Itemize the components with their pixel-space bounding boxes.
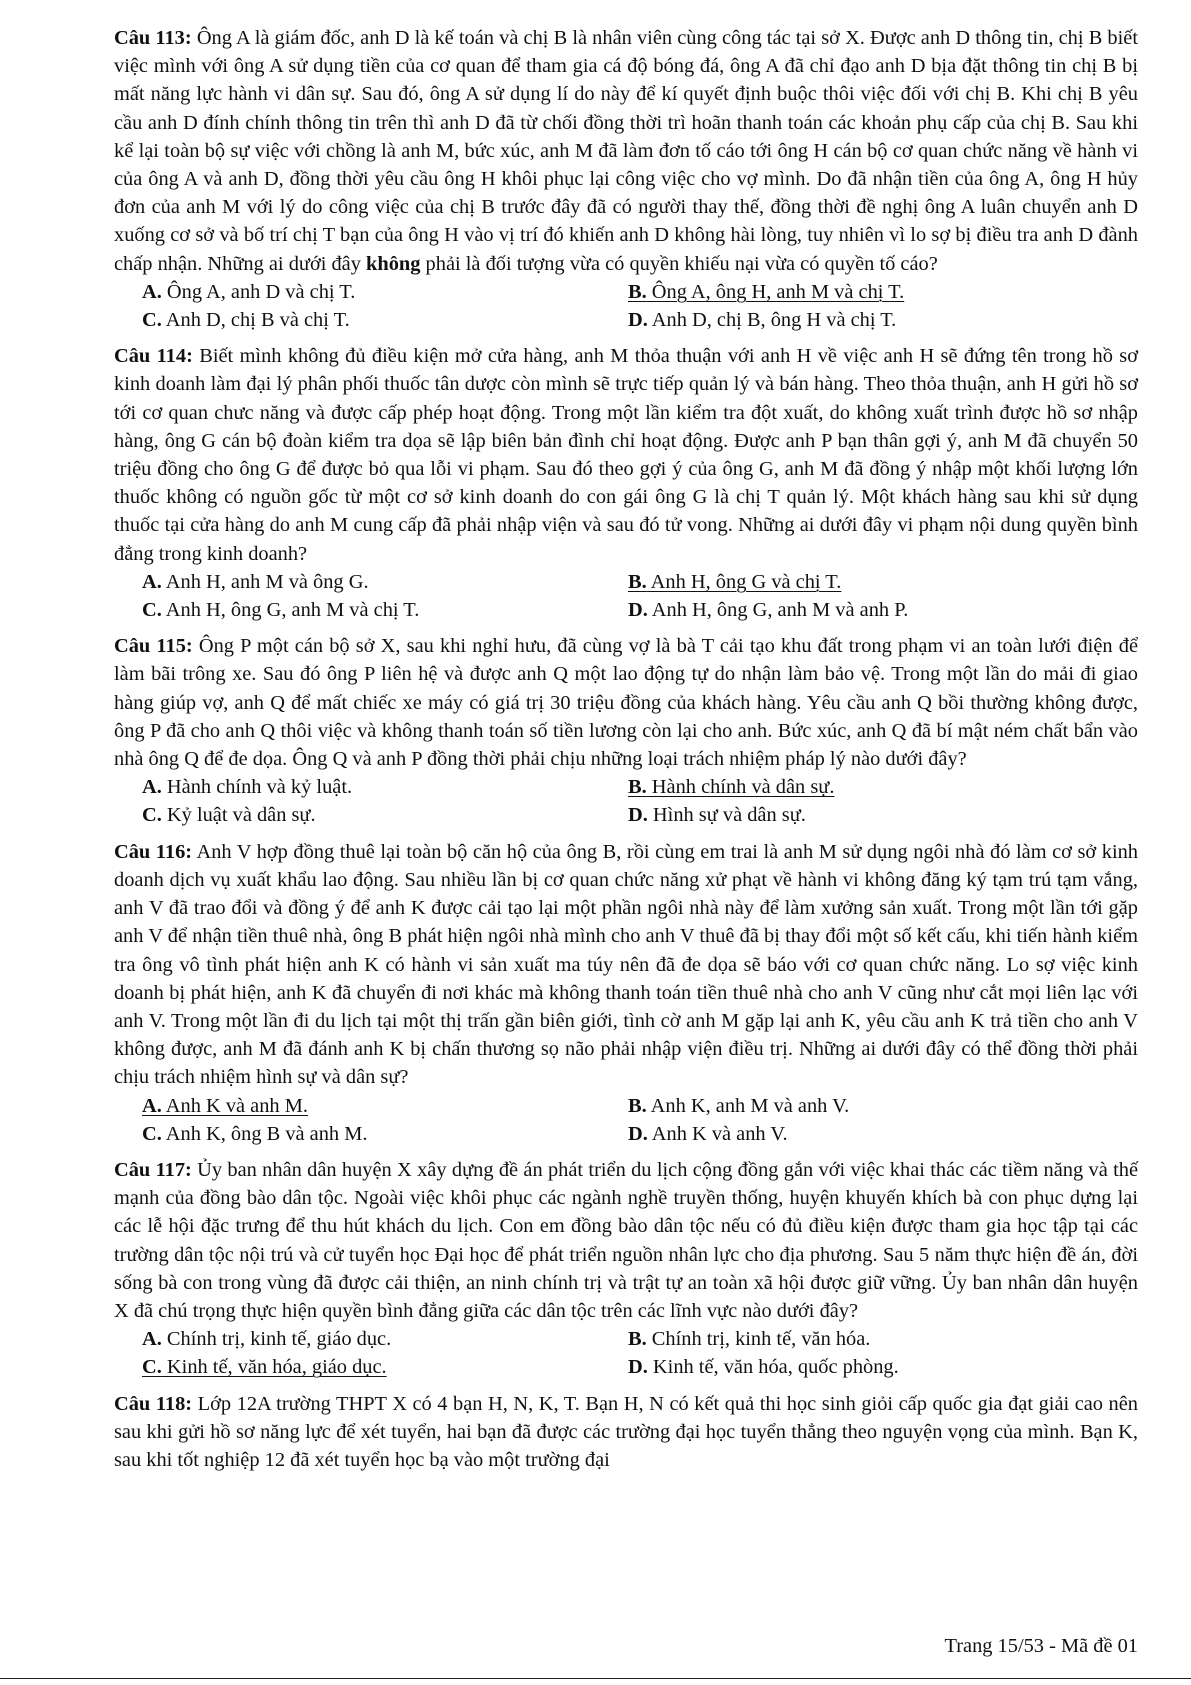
- answer-option: [114, 1092, 600, 1120]
- option-letter: D.: [628, 1356, 648, 1379]
- option-letter: C.: [142, 1122, 162, 1145]
- answer-option: [114, 1353, 600, 1381]
- footer-rule: [0, 1678, 1191, 1679]
- question-text: [114, 1156, 1138, 1325]
- question-number: Câu 115:: [114, 635, 193, 658]
- question-number: Câu 116:: [114, 840, 193, 863]
- option-text: Anh K và anh V.: [647, 1122, 788, 1145]
- option-text: Kỷ luật và dân sự.: [161, 804, 316, 827]
- option-text: Anh K, anh M và anh V.: [646, 1094, 850, 1117]
- option-letter: B.: [628, 280, 647, 303]
- option-text: Anh D, chị B, ông H và chị T.: [647, 309, 897, 332]
- question-emphasis: không: [366, 252, 421, 275]
- answer-option: [114, 773, 600, 801]
- option-letter: C.: [142, 1356, 162, 1379]
- answer-option: [114, 596, 600, 624]
- question-body: Anh V hợp đồng thuê lại toàn bộ căn hộ của ông B, rồi cùng em trai là anh M sử dụng ngôi nhà đó làm cơ sở kinh doanh dịch vụ xuất khẩu lao động. Sau nhiều lần bị cơ quan chức năng xử phạt về hành vi không đăng ký tạm trú tạm vắng, anh V đã trao đổi và đồng ý để anh K được cải tạo lại một phần ngôi nhà này để làm xưởng sản xuất. Trong một lần tới gặp anh V để nhận tiền thuê nhà, ông B phát hiện ngôi nhà mình cho anh V thuê đã bị thay đổi một số kết cấu, khi tiến hành kiểm tra ông vô tình phát hiện anh K có hành vi sản xuất ma túy nên đã đe dọa sẽ báo với cơ quan chức năng. Lo sợ việc kinh doanh bị phát hiện, anh K đã chuyển đi nơi khác mà không thanh toán tiền thuê nhà cho anh V cũng như cắt mọi liên lạc với anh V. Trong một lần đi du lịch tại một thị trấn gần biên giới, tình cờ anh M gặp lại anh K, yêu cầu anh K trả tiền cho anh V không được, anh M đã đánh anh K bị chấn thương sọ não phải nhập viện điều trị. Những ai dưới đây có thể đồng thời phải chịu trách nhiệm hình sự và dân sự?: [114, 840, 1138, 1089]
- option-letter: B.: [628, 1094, 647, 1117]
- question-text: [114, 632, 1138, 773]
- question-body-end: phải là đối tượng vừa có quyền khiếu nại vừa có quyền tố cáo?: [420, 252, 938, 275]
- question-list: [114, 24, 1138, 1482]
- option-letter: D.: [628, 1122, 648, 1145]
- question-text: [114, 1390, 1138, 1475]
- question-block: [114, 1390, 1138, 1475]
- answer-option: [600, 1120, 1138, 1148]
- option-text: Ông A, anh D và chị T.: [161, 280, 356, 303]
- option-text: Ông A, ông H, anh M và chị T.: [646, 280, 905, 303]
- answer-option: [114, 1120, 600, 1148]
- option-letter: A.: [142, 776, 162, 799]
- question-text: [114, 342, 1138, 568]
- answer-options: [114, 1325, 1138, 1381]
- question-number: Câu 113:: [114, 27, 192, 49]
- option-text: Hành chính và kỷ luật.: [161, 776, 353, 799]
- question-body: Biết mình không đủ điều kiện mở cửa hàng, anh M thỏa thuận với anh H về việc anh H sẽ đứng tên trong hồ sơ kinh doanh làm đại lý phân phối thuốc tân dược còn mình sẽ trực tiếp quản lý và bán hàng. Theo thỏa thuận, anh H gửi hồ sơ tới cơ quan chưc năng và được cấp phép hoạt động. Trong một lần kiểm tra đột xuất, do không xuất trình được hồ sơ nhập hàng, ông G cán bộ đoàn kiểm tra dọa sẽ lập biên bản đình chỉ hoạt động. Được anh P bạn thân gợi ý, anh M đã chuyển 50 triệu đồng cho ông G để được bỏ qua lỗi vi phạm. Sau đó theo gợi ý của ông G, anh M đã đồng ý nhập một khối lượng lớn thuốc không có nguồn gốc từ một cơ sở kinh doanh do con gái ông G là chị T quản lý. Một khách hàng sau khi sử dụng thuốc tại cửa hàng do anh M cung cấp đã phải nhập viện và sau đó tử vong. Những ai dưới đây vi phạm nội dung quyền bình đẳng trong kinh doanh?: [114, 345, 1138, 565]
- question-number: Câu 118:: [114, 1392, 193, 1415]
- question-number: Câu 114:: [114, 345, 193, 368]
- option-letter: A.: [142, 570, 162, 593]
- option-letter: D.: [628, 599, 648, 622]
- option-text: Anh H, ông G, anh M và anh P.: [647, 599, 909, 622]
- option-letter: B.: [628, 1328, 647, 1351]
- option-text: Kinh tế, văn hóa, quốc phòng.: [647, 1356, 899, 1379]
- option-text: Anh H, ông G và chị T.: [646, 570, 842, 593]
- question-body: Ông A là giám đốc, anh D là kế toán và chị B là nhân viên cùng công tác tại sở X. Được anh D thông tin, chị B biết việc mình với ông A sử dụng tiền của cơ quan để tham gia cá độ bóng đá, ông A đã chỉ đạo anh D bịa đặt thông tin chị B bị mất năng lực hành vi dân sự. Sau đó, ông A sử dụng lí do này để kí quyết định buộc thôi việc đối với chị B. Khi chị B yêu cầu anh D đính chính thông tin trên thì anh D đã từ chối đồng thời trì hoãn thanh toán các khoản phụ cấp của chị B. Sau khi kể lại toàn bộ sự việc với chồng là anh M, bức xúc, anh M đã làm đơn tố cáo tới ông H cán bộ cơ quan chức năng về hành vi của ông A và anh D, đồng thời yêu cầu ông H khôi phục lại công việc cho vợ mình. Do đã nhận tiền của ông A, ông H hủy đơn của anh M với lý do công việc của chị B trước đây đã có người thay thế, đồng thời đề nghị ông A luân chuyển anh D xuống cơ sở và bố trí chị T bạn của ông H vào vị trí đó khiến anh D không hài lòng, tuy nhiên vì lo sợ bị điều tra anh D đành chấp nhận. Những ai dưới đây: [114, 27, 1139, 275]
- answer-option: [114, 568, 600, 596]
- option-text: Anh K và anh M.: [161, 1094, 308, 1117]
- option-text: Anh D, chị B và chị T.: [161, 309, 350, 332]
- answer-option: [114, 801, 600, 829]
- question-body: Ủy ban nhân dân huyện X xây dựng đề án phát triển du lịch cộng đồng gắn với việc khai thác các tiềm năng và thế mạnh của đồng bào dân tộc. Ngoài việc khôi phục các ngành nghề truyền thống, huyện khuyến khích bà con phục dựng lại các lễ hội đặc trưng để thu hút khách du lịch. Con em đồng bào dân tộc nếu có đủ điều kiện được tham gia học tập tại các trường dân tộc nội trú và cử tuyển học Đại học để phát triển nguồn nhân lực cho địa phương. Sau 5 năm thực hiện đề án, đời sống bà con trong vùng đã được cải thiện, an ninh chính trị và trật tự an toàn xã hội được giữ vững. Ủy ban nhân dân huyện X đã chú trọng thực hiện quyền bình đẳng giữa các dân tộc trên các lĩnh vực nào dưới đây?: [114, 1158, 1139, 1322]
- option-letter: A.: [142, 1094, 162, 1117]
- question-block: [114, 1156, 1138, 1382]
- option-letter: B.: [628, 776, 647, 799]
- answer-option: [600, 801, 1138, 829]
- option-letter: B.: [628, 570, 647, 593]
- question-text: [114, 24, 1138, 278]
- answer-options: [114, 1092, 1138, 1148]
- option-text: Anh H, anh M và ông G.: [161, 570, 369, 593]
- answer-option: [600, 278, 1138, 306]
- option-letter: D.: [628, 309, 648, 332]
- option-text: Anh H, ông G, anh M và chị T.: [161, 599, 420, 622]
- option-letter: A.: [142, 1328, 162, 1351]
- answer-option: [600, 1353, 1138, 1381]
- option-text: Chính trị, kinh tế, giáo dục.: [161, 1328, 392, 1351]
- option-letter: C.: [142, 309, 162, 332]
- option-text: Hành chính và dân sự.: [646, 776, 835, 799]
- answer-option: [600, 306, 1138, 334]
- page-footer: Trang 15/53 - Mã đề 01: [944, 1635, 1138, 1657]
- option-letter: C.: [142, 599, 162, 622]
- answer-option: [600, 596, 1138, 624]
- question-block: [114, 632, 1138, 829]
- question-block: [114, 342, 1138, 624]
- answer-option: [114, 306, 600, 334]
- answer-option: [600, 1325, 1138, 1353]
- answer-options: [114, 773, 1138, 829]
- answer-option: [114, 278, 600, 306]
- question-block: [114, 24, 1138, 334]
- option-letter: A.: [142, 280, 162, 303]
- option-text: Anh K, ông B và anh M.: [161, 1122, 368, 1145]
- answer-option: [600, 773, 1138, 801]
- option-text: Hình sự và dân sự.: [647, 804, 806, 827]
- answer-option: [600, 1092, 1138, 1120]
- option-text: Kinh tế, văn hóa, giáo dục.: [161, 1356, 387, 1379]
- question-number: Câu 117:: [114, 1158, 192, 1181]
- question-body: Ông P một cán bộ sở X, sau khi nghỉ hưu, đã cùng vợ là bà T cải tạo khu đất trong phạm vi an toàn lưới điện để làm bãi trông xe. Sau đó ông P liên hệ và được anh Q một lao động tự do nhận làm bảo vệ. Trong một lần do mải đi giao hàng giúp vợ, anh Q để mất chiếc xe máy có giá trị 30 triệu đồng của khách hàng. Yêu cầu anh Q bồi thường không được, ông P đã cho anh Q thôi việc và không thanh toán số tiền lương còn lại cho anh. Bức xúc, anh Q đã bí mật ném chất bẩn vào nhà ông Q để đe dọa. Ông Q và anh P đồng thời phải chịu những loại trách nhiệm pháp lý nào dưới đây?: [114, 635, 1139, 771]
- question-body: Lớp 12A trường THPT X có 4 bạn H, N, K, T. Bạn H, N có kết quả thi học sinh giỏi cấp quốc gia đạt giải cao nên sau khi gửi hồ sơ năng lực để xét tuyển, hai bạn đã được các trường đại học tuyển thẳng theo nguyện vọng của mình. Bạn K, sau khi tốt nghiệp 12 đã xét tuyển học bạ vào một trường đại: [114, 1392, 1139, 1471]
- answer-options: [114, 568, 1138, 624]
- answer-option: [114, 1325, 600, 1353]
- answer-option: [600, 568, 1138, 596]
- question-block: [114, 838, 1138, 1148]
- option-letter: C.: [142, 804, 162, 827]
- option-text: Chính trị, kinh tế, văn hóa.: [646, 1328, 871, 1351]
- question-text: [114, 838, 1138, 1092]
- answer-options: [114, 278, 1138, 334]
- option-letter: D.: [628, 804, 648, 827]
